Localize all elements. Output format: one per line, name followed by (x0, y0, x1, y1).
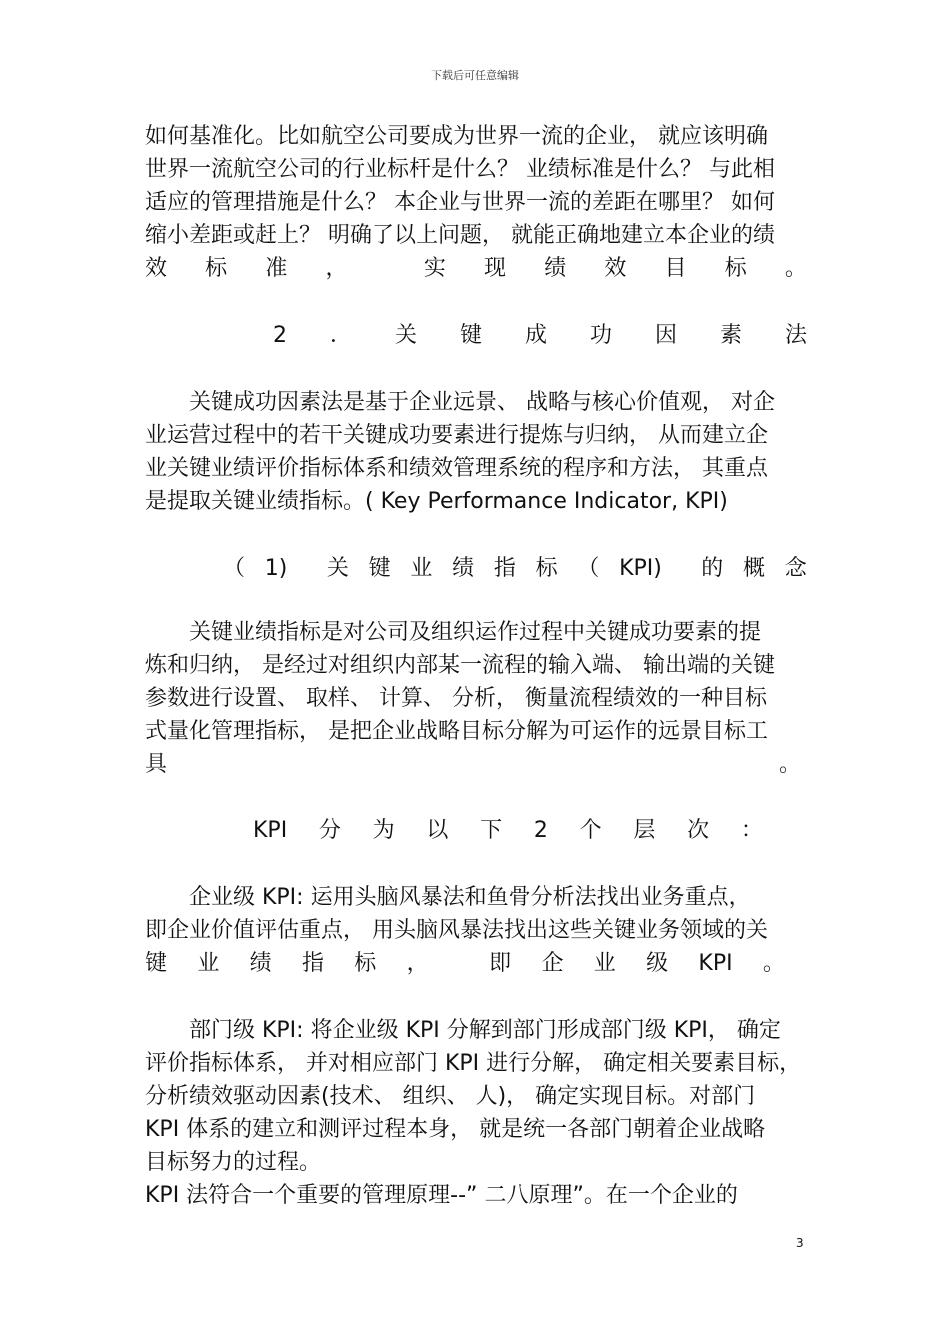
char: KPI (698, 951, 733, 976)
text-line: 即企业价值评估重点， 用头脑风暴法找出这些关键业务领域的关 (145, 918, 768, 943)
text-line: 业运营过程中的若干关键成功要素进行提炼与归纳， 从而建立企 (145, 423, 768, 448)
heading-char: 概 (743, 556, 766, 581)
text-line: KPI 体系的建立和测评过程本身， 就是统一各部门朝着企业战略 (145, 1117, 766, 1142)
char: 标 (354, 951, 377, 976)
char: 标 (205, 256, 228, 281)
char: 标 (724, 256, 747, 281)
paragraph-6: KPI 法符合一个重要的管理原理--” 二八原理”。在一个企业的 (145, 1183, 738, 1208)
char: 绩 (249, 951, 272, 976)
heading-char: 成 (524, 323, 547, 348)
text-line: 关键业绩指标是对公司及组织运作过程中关键成功要素的提 (189, 620, 762, 645)
text-line: 部门级 KPI: 将企业级 KPI 分解到部门形成部门级 KPI， 确定 (189, 1018, 781, 1043)
heading-char: 法 (784, 323, 807, 348)
char: 准 (265, 256, 288, 281)
text-line: 世界一流航空公司的行业标杆是什么？ 业绩标准是什么？ 与此相 (145, 157, 775, 182)
text-line: 企业级 KPI: 运用头脑风暴法和鱼骨分析法找出业务重点， (189, 885, 751, 910)
heading-char: 分 (318, 818, 341, 843)
char: 实 (423, 256, 446, 281)
text-line: 如何基准化。比如航空公司要成为世界一流的企业， 就应该明确 (145, 124, 768, 149)
paragraph-5 (145, 1014, 807, 1179)
page-number: 3 (796, 1236, 804, 1250)
paragraph-3 (145, 616, 807, 781)
char: 指 (301, 951, 324, 976)
heading-char: 下 (480, 818, 503, 843)
spread-line (145, 748, 807, 781)
text-line: 适应的管理措施是什么？ 本企业与世界一流的差距在哪里？ 如何 (145, 190, 775, 215)
paragraph-1 (145, 120, 807, 285)
char: 。 (778, 752, 801, 777)
heading-char: 为 (372, 818, 395, 843)
heading-char: 的 (701, 556, 724, 581)
heading-char: KPI (253, 818, 288, 843)
heading-char: 1) (264, 556, 288, 581)
char: 企 (541, 951, 564, 976)
heading-char: 业 (410, 556, 433, 581)
char: 业 (197, 951, 220, 976)
char: 具 (145, 752, 168, 777)
body-content (145, 120, 807, 1212)
heading-char: 2 (273, 323, 287, 348)
char: 现 (484, 256, 507, 281)
char: 即 (489, 951, 512, 976)
heading-char: ： (740, 818, 763, 843)
text-line: 是提取关键业绩指标。( Key Performance Indicator, KPI) (145, 489, 728, 514)
char: 绩 (544, 256, 567, 281)
text-line: 参数进行设置、 取样、 计算、 分析， 衡量流程绩效的一种目标 (145, 686, 767, 711)
heading-char: （ (577, 556, 600, 581)
heading-char: 指 (493, 556, 516, 581)
spread-line (145, 947, 807, 980)
char: 目 (664, 256, 687, 281)
heading-char: （ (223, 556, 246, 581)
text-line: 炼和归纳， 是经过对组织内部某一流程的输入端、 输出端的关键 (145, 653, 775, 678)
paragraph-4 (145, 881, 807, 980)
heading-char: 键 (459, 323, 482, 348)
heading-char: 层 (633, 818, 656, 843)
heading-char: 因 (654, 323, 677, 348)
char: 业 (593, 951, 616, 976)
heading-char: KPI) (619, 556, 662, 581)
heading-char: 关 (326, 556, 349, 581)
text-line: 评价指标体系， 并对相应部门 KPI 进行分解， 确定相关要素目标， (145, 1051, 802, 1076)
char: 。 (784, 256, 807, 281)
text-line: 分析绩效驱动因素(技术、 组织、 人)， 确定实现目标。对部门 (145, 1084, 756, 1109)
section-heading-3 (145, 552, 807, 585)
char: 效 (604, 256, 627, 281)
heading-char: 以 (426, 818, 449, 843)
heading-char: 素 (719, 323, 742, 348)
heading-char: 键 (368, 556, 391, 581)
text-line: 式量化管理指标， 是把企业战略目标分解为可运作的远景目标工 (145, 719, 768, 744)
char: 。 (762, 951, 785, 976)
text-line: 关键成功因素法是基于企业远景、 战略与核心价值观， 对企 (189, 390, 775, 415)
spread-line (145, 252, 807, 285)
heading-char: ． (329, 323, 352, 348)
header-note: 下载后可任意编辑 (431, 69, 519, 82)
heading-char: 2 (533, 818, 548, 843)
char: 级 (646, 951, 669, 976)
heading-char: 标 (535, 556, 558, 581)
char: 效 (145, 256, 168, 281)
text-line: 目标努力的过程。 (145, 1150, 322, 1175)
section-heading-2 (145, 319, 807, 352)
heading-char: 个 (579, 818, 602, 843)
char: ， (406, 951, 429, 976)
heading-char: 关 (394, 323, 417, 348)
text-line: 缩小差距或赶上？ 明确了以上问题， 就能正确地建立本企业的绩 (145, 223, 775, 248)
section-heading-4 (145, 814, 807, 847)
text-line: 业关键业绩评价指标体系和绩效管理系统的程序和方法， 其重点 (145, 456, 768, 481)
paragraph-2 (145, 386, 807, 518)
heading-char: 念 (784, 556, 807, 581)
heading-char: 绩 (452, 556, 475, 581)
char: ， (325, 256, 348, 281)
char: 键 (145, 951, 168, 976)
heading-char: 次 (687, 818, 710, 843)
heading-char: 功 (589, 323, 612, 348)
